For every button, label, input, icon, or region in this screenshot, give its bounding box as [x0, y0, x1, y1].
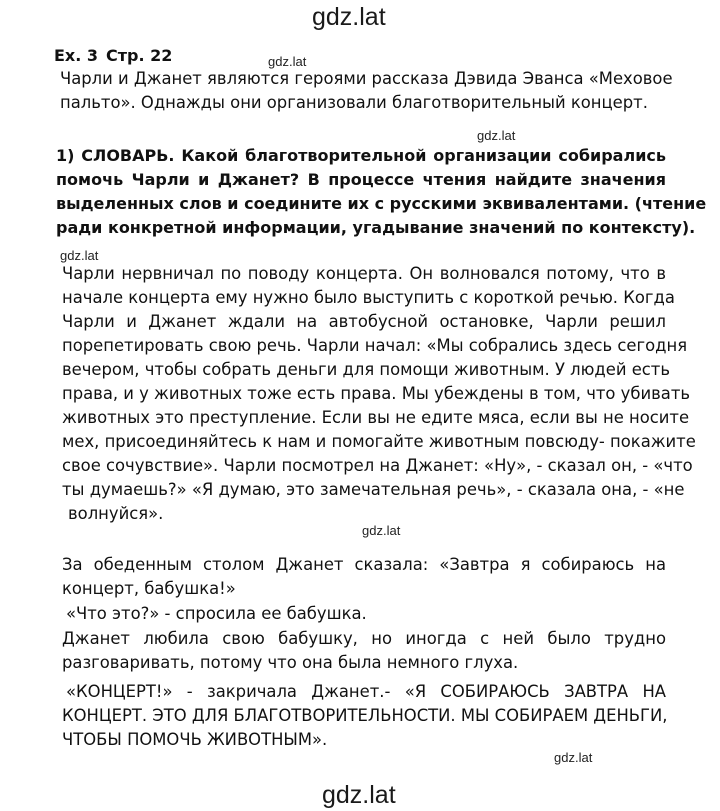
text-line: Чарли нервничал по поводу концерта. Он волновался потому, что в [62, 264, 666, 283]
text-line: ЧТОБЫ ПОМОЧЬ ЖИВОТНЫМ». [62, 730, 328, 749]
grandma-paragraph [62, 627, 666, 675]
dinner-paragraph [62, 553, 666, 601]
text-line: помочь Чарли и Джанет? В процессе чтения найдите значения [56, 170, 666, 189]
text-line: животных это преступление. Если вы не едите мяса, если вы не носите [62, 408, 690, 427]
text-line: мех, присоединяйтесь к нам и помогайте животным повсюду- покажите [62, 432, 696, 451]
intro-paragraph [60, 67, 673, 115]
page-number: Стр. 22 [106, 46, 173, 65]
text-line: 1) СЛОВАРЬ. Какой благотворительной организации собирались [56, 146, 666, 165]
text-line: права, и у животных тоже есть права. Мы убеждены в том, что убивать [62, 384, 691, 403]
text-line: Чарли и Джанет являются героями рассказа Дэвида Эванса «Меховое [60, 69, 673, 88]
text-line: За обеденным столом Джанет сказала: «Завтра я собираюсь на [62, 555, 666, 574]
site-title-top: gdz.lat [312, 3, 386, 31]
task-paragraph [56, 144, 707, 240]
text-line: вечером, чтобы собрать деньги для помощи животным. У людей есть [62, 360, 670, 379]
exercise-number: Ex. 3 [54, 46, 99, 65]
watermark: gdz.lat [362, 523, 401, 538]
text-line: порепетировать свою речь. Чарли начал: «Мы собрались здесь сегодня [62, 336, 688, 355]
watermark: gdz.lat [268, 54, 307, 69]
text-line: ради конкретной информации, угадывание значений по контексту). [56, 218, 696, 237]
text-line: Джанет любила свою бабушку, но иногда с ней было трудно [62, 629, 666, 648]
text-line: свое сочувствие». Чарли посмотрел на Джанет: «Ну», - сказал он, - «что [62, 456, 693, 475]
question-line [66, 602, 666, 626]
text-line: начале концерта ему нужно было выступить с короткой речью. Когда [62, 288, 675, 307]
text-line: выделенных слов и соедините их с русскими эквивалентами. (чтение [56, 194, 707, 213]
site-title-bottom: gdz.lat [322, 781, 396, 809]
text-line: «КОНЦЕРТ!» - закричала Джанет.- «Я СОБИРАЮСЬ ЗАВТРА НА [66, 682, 666, 701]
text-line: ты думаешь?» «Я думаю, это замечательная речь», - сказала она, - «не [62, 480, 685, 499]
text-line: КОНЦЕРТ. ЭТО ДЛЯ БЛАГОТВОРИТЕЛЬНОСТИ. МЫ СОБИРАЕМ ДЕНЬГИ, [62, 706, 668, 725]
watermark: gdz.lat [477, 128, 516, 143]
text-line: волнуйся». [68, 504, 164, 523]
text-line: концерт, бабушка!» [62, 579, 236, 598]
text-line: разговаривать, потому что она была немного глуха. [62, 653, 519, 672]
watermark: gdz.lat [554, 750, 593, 765]
text-line: пальто». Однажды они организовали благотворительный концерт. [60, 93, 648, 112]
shout-paragraph [62, 680, 666, 752]
text-line: «Что это?» - спросила ее бабушка. [66, 604, 367, 623]
text-line: Чарли и Джанет ждали на автобусной остановке, Чарли решил [62, 312, 666, 331]
story-paragraph [62, 262, 696, 526]
watermark: gdz.lat [60, 248, 99, 263]
